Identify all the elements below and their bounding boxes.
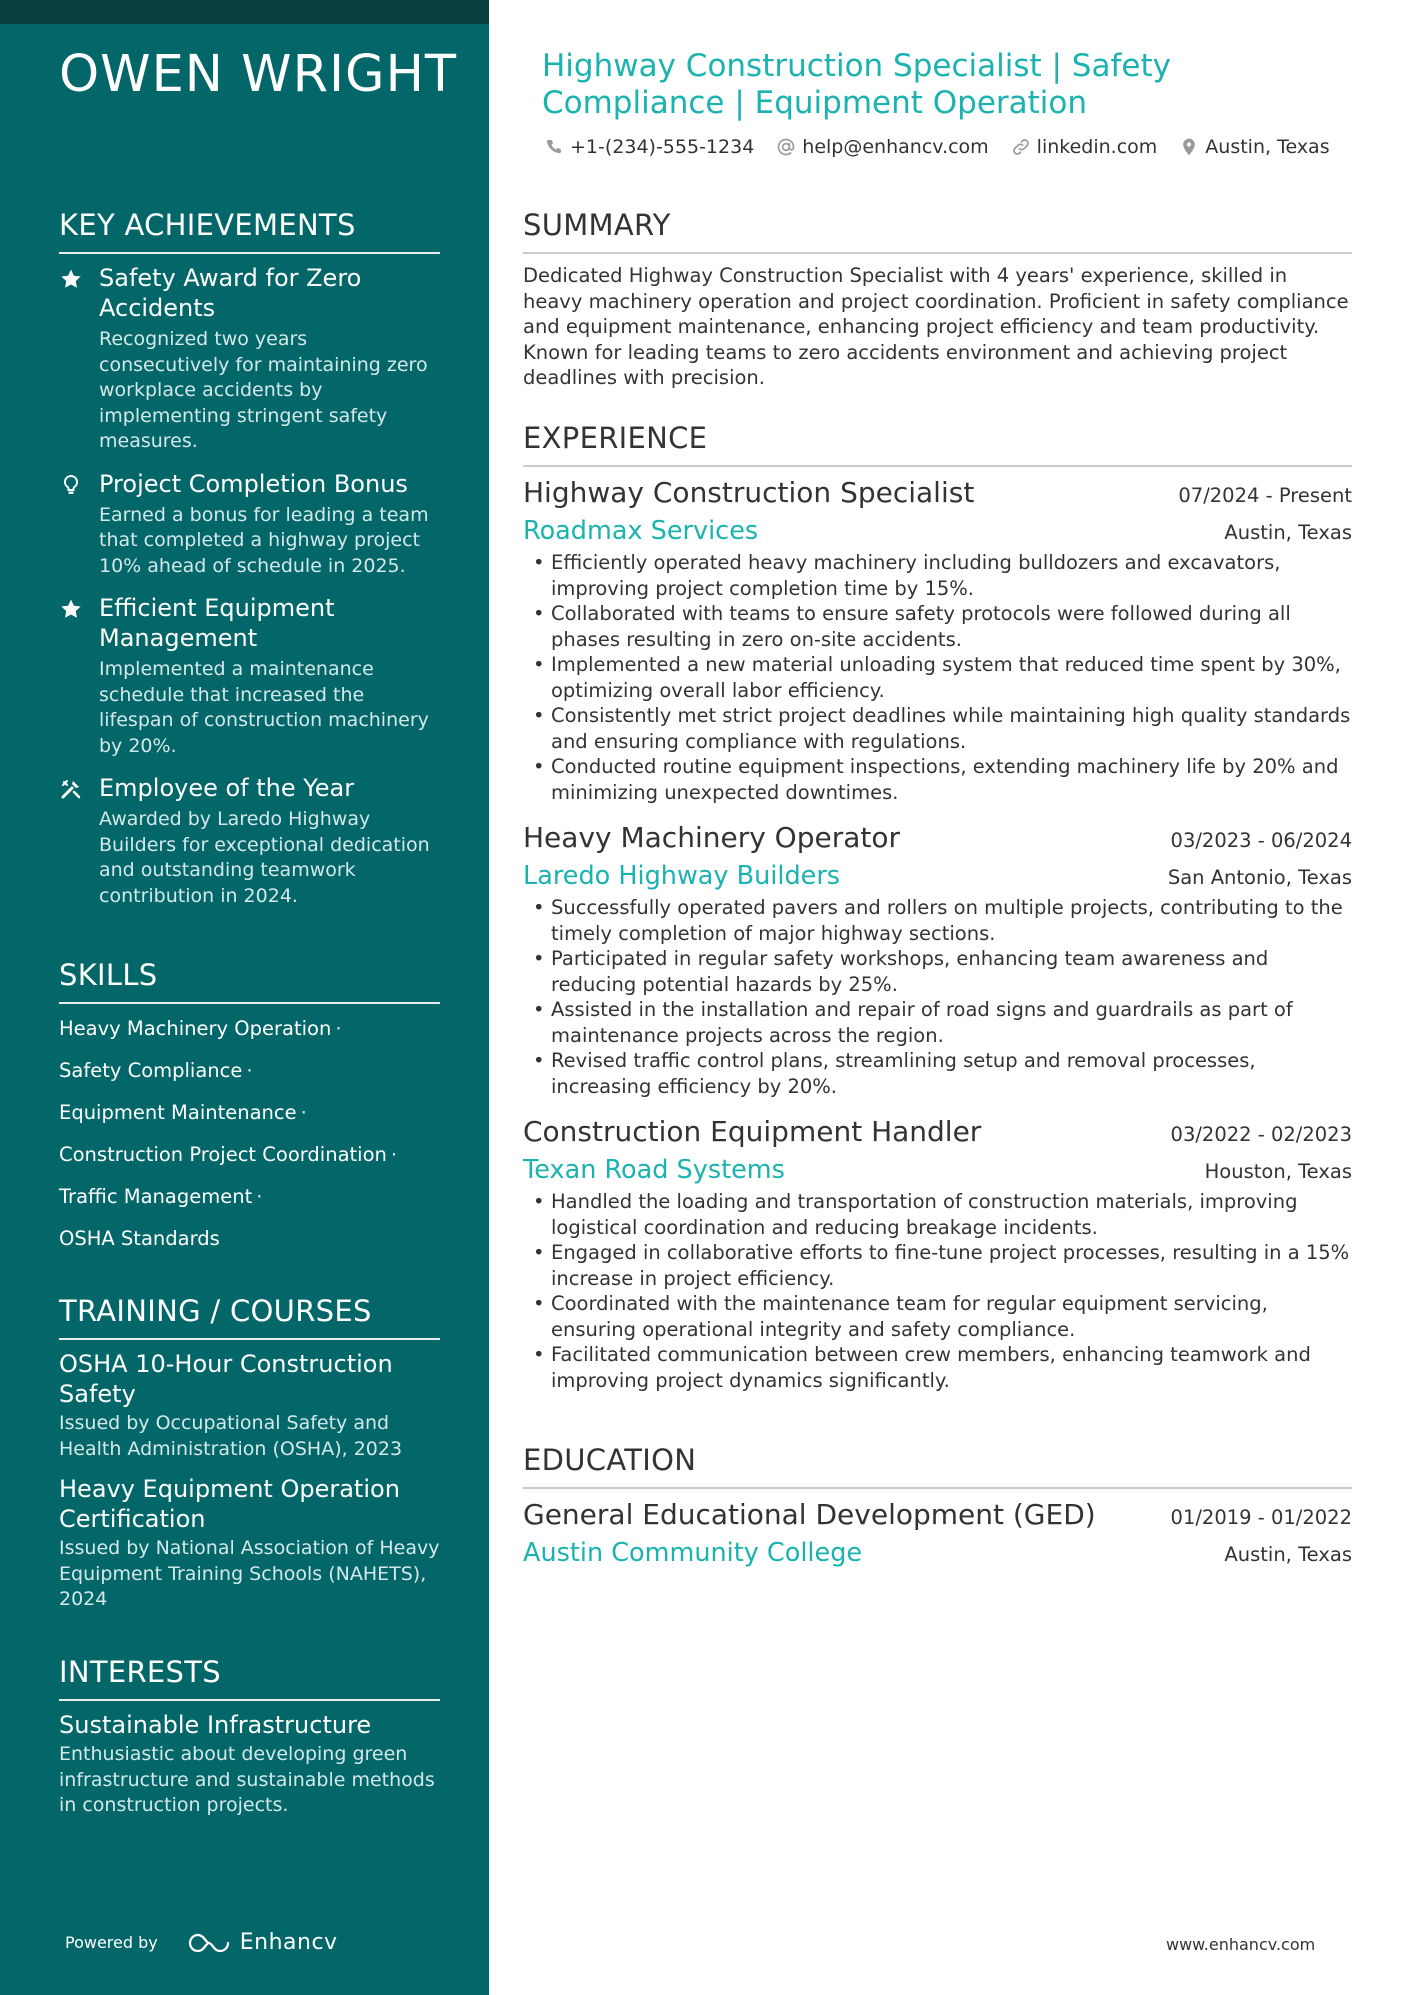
skill-label: Equipment Maintenance (59, 1101, 297, 1124)
job-title: Construction Equipment Handler (523, 1115, 982, 1148)
job-dates: 03/2023 - 06/2024 (1170, 829, 1352, 852)
link-icon (1011, 137, 1031, 157)
skill-label: OSHA Standards (59, 1227, 220, 1250)
course-item (59, 1474, 440, 1613)
phone-contact[interactable] (544, 136, 754, 158)
headline: Highway Construction Specialist | Safety Compliance | Equipment Operation (542, 48, 1171, 121)
training-heading: TRAINING / COURSES (59, 1294, 440, 1340)
summary-heading: SUMMARY (523, 208, 1352, 254)
achievement-title: Safety Award for Zero Accidents (99, 264, 362, 322)
location-contact (1179, 136, 1329, 158)
sidebar-top-bar (0, 0, 489, 24)
contact-bar (544, 136, 1352, 158)
location-text: Austin, Texas (1205, 136, 1330, 158)
achievement-item (59, 593, 440, 759)
bullet-item: • Efficiently operated heavy machinery including bulldozers and excavators, improving project completion time by 15%. (523, 550, 1352, 601)
job-dates: 07/2024 - Present (1178, 484, 1352, 507)
skill-item (59, 1227, 440, 1251)
course-desc: Issued by Occupational Safety and Health Administration (OSHA), 2023 (59, 1412, 403, 1460)
job-bullets (523, 895, 1352, 1099)
achievement-item (59, 773, 440, 909)
skill-separator: · (335, 1017, 342, 1040)
interests-heading: INTERESTS (59, 1655, 440, 1701)
school-location: Austin, Texas (1224, 1543, 1352, 1566)
job-bullets (523, 1189, 1352, 1393)
bullet-item: • Implemented a new material unloading system that reduced time spent by 30%, optimizing overall labor efficiency. (523, 652, 1352, 703)
achievement-item (59, 469, 440, 580)
job-company: Texan Road Systems (523, 1155, 785, 1185)
job-bullets (523, 550, 1352, 805)
job-location: Houston, Texas (1204, 1160, 1352, 1183)
bullet-item: • Successfully operated pavers and rollers on multiple projects, contributing to the timely completion of major highway sections. (523, 895, 1352, 946)
skill-label: Traffic Management (59, 1185, 253, 1208)
experience-heading: EXPERIENCE (523, 421, 1352, 467)
experience-section (523, 421, 1352, 1409)
achievement-desc: Awarded by Laredo Highway Builders for exceptional dedication and outstanding teamwork contribution in 2024. (99, 808, 430, 907)
education-heading: EDUCATION (523, 1443, 1352, 1489)
interest-desc: Enthusiastic about developing green infrastructure and sustainable methods in construction projects. (59, 1743, 435, 1816)
bullet-item: • Assisted in the installation and repair of road signs and guardrails as part of maintenance projects across the region. (523, 997, 1352, 1048)
education-section (523, 1443, 1352, 1584)
achievement-desc: Earned a bonus for leading a team that completed a highway project 10% ahead of schedule in 2025. (99, 503, 429, 577)
email-text: help@enhancv.com (802, 136, 989, 158)
achievements-section (59, 208, 440, 923)
skill-item (59, 1185, 440, 1209)
interest-item (59, 1710, 440, 1819)
skill-separator: · (390, 1143, 398, 1166)
bullet-item: • Revised traffic control plans, streamlining setup and removal processes, increasing efficiency by 20%. (523, 1048, 1352, 1099)
achievement-desc: Implemented a maintenance schedule that increased the lifespan of construction machinery by 20%. (99, 658, 429, 757)
skill-separator: · (256, 1185, 263, 1208)
job-dates: 03/2022 - 02/2023 (1170, 1123, 1352, 1146)
linkedin-text: linkedin.com (1036, 136, 1158, 158)
star-icon (59, 597, 83, 621)
lightbulb-icon (59, 473, 83, 497)
sidebar (0, 0, 489, 1995)
course-item (59, 1349, 440, 1462)
bullet-item: • Handled the loading and transportation of construction materials, improving logistical coordination and reducing breakage incidents. (523, 1189, 1352, 1240)
bullet-item: • Engaged in collaborative efforts to fine-tune project processes, resulting in a 15% increase in project efficiency. (523, 1240, 1352, 1291)
skill-item (59, 1059, 440, 1083)
job-company: Laredo Highway Builders (523, 861, 841, 891)
achievement-title: Efficient Equipment Management (99, 594, 335, 652)
skills-section (59, 958, 440, 1269)
bullet-item: • Coordinated with the maintenance team for regular equipment servicing, ensuring operational integrity and safety compliance. (523, 1291, 1352, 1342)
summary-section (523, 208, 1352, 391)
achievement-desc: Recognized two years consecutively for maintaining zero workplace accidents by implementing stringent safety measures. (99, 328, 428, 452)
phone-icon (544, 137, 564, 157)
bullet-item: • Consistently met strict project deadlines while maintaining high quality standards and ensuring compliance with regulations. (523, 703, 1352, 754)
education-entry (523, 1498, 1352, 1568)
achievement-item (59, 263, 440, 455)
skill-item (59, 1143, 440, 1167)
training-section (59, 1294, 440, 1625)
star-icon (59, 267, 83, 291)
skills-heading: SKILLS (59, 958, 440, 1004)
powered-by-label: Powered by (65, 1933, 158, 1952)
phone-text: +1-(234)-555-1234 (570, 136, 755, 158)
job-entry (523, 476, 1352, 805)
education-dates: 01/2019 - 01/2022 (1170, 1506, 1352, 1529)
school-name: Austin Community College (523, 1538, 863, 1568)
at-icon (776, 137, 796, 157)
bullet-item: • Collaborated with teams to ensure safety protocols were followed during all phases resulting in zero on-site accidents. (523, 601, 1352, 652)
footer-website[interactable]: www.enhancv.com (1166, 1935, 1316, 1954)
bullet-item: • Facilitated communication between crew members, enhancing teamwork and improving project dynamics significantly. (523, 1342, 1352, 1393)
course-title: Heavy Equipment Operation Certification (59, 1475, 400, 1533)
email-contact[interactable] (776, 136, 988, 158)
job-title: Highway Construction Specialist (523, 476, 975, 509)
job-location: San Antonio, Texas (1167, 866, 1352, 889)
location-pin-icon (1179, 137, 1199, 157)
summary-text: Dedicated Highway Construction Specialist with 4 years' experience, skilled in heavy machinery operation and project coordination. Proficient in safety compliance and equipment maintenance, enhancing project efficiency and team productivity. Known for leading teams to zero accidents environment and achieving project deadlines with precision. (523, 264, 1349, 389)
job-company: Roadmax Services (523, 516, 759, 546)
achievement-title: Employee of the Year (99, 774, 355, 802)
enhancv-brand: Enhancv (239, 1930, 338, 1955)
job-location: Austin, Texas (1224, 521, 1352, 544)
job-title: Heavy Machinery Operator (523, 821, 901, 854)
skill-label: Safety Compliance (59, 1059, 243, 1082)
achievement-title: Project Completion Bonus (99, 469, 408, 498)
bullet-item: • Participated in regular safety workshops, enhancing team awareness and reducing potential hazards by 25%. (523, 946, 1352, 997)
skill-label: Construction Project Coordination (59, 1143, 387, 1166)
achievements-heading: KEY ACHIEVEMENTS (59, 208, 440, 254)
powered-by (65, 1930, 338, 1955)
course-desc: Issued by National Association of Heavy Equipment Training Schools (NAHETS), 2024 (59, 1537, 440, 1610)
bullet-item: • Conducted routine equipment inspections, extending machinery life by 20% and minimizing unexpected downtimes. (523, 754, 1352, 805)
course-title: OSHA 10-Hour Construction Safety (59, 1350, 393, 1408)
skill-separator: · (300, 1101, 307, 1124)
linkedin-contact[interactable] (1011, 136, 1158, 158)
enhancv-logo[interactable] (186, 1930, 338, 1955)
job-entry (523, 821, 1352, 1099)
interests-section (59, 1655, 440, 1831)
enhancv-logo-icon (186, 1931, 232, 1955)
tools-icon (59, 777, 83, 801)
skill-label: Heavy Machinery Operation (59, 1017, 332, 1040)
skill-item (59, 1017, 440, 1041)
job-entry (523, 1115, 1352, 1393)
degree-title: General Educational Development (GED) (523, 1498, 1096, 1531)
candidate-name: OWEN WRIGHT (59, 45, 458, 104)
interest-title: Sustainable Infrastructure (59, 1711, 372, 1739)
skill-item (59, 1101, 440, 1125)
skill-separator: · (246, 1059, 253, 1082)
